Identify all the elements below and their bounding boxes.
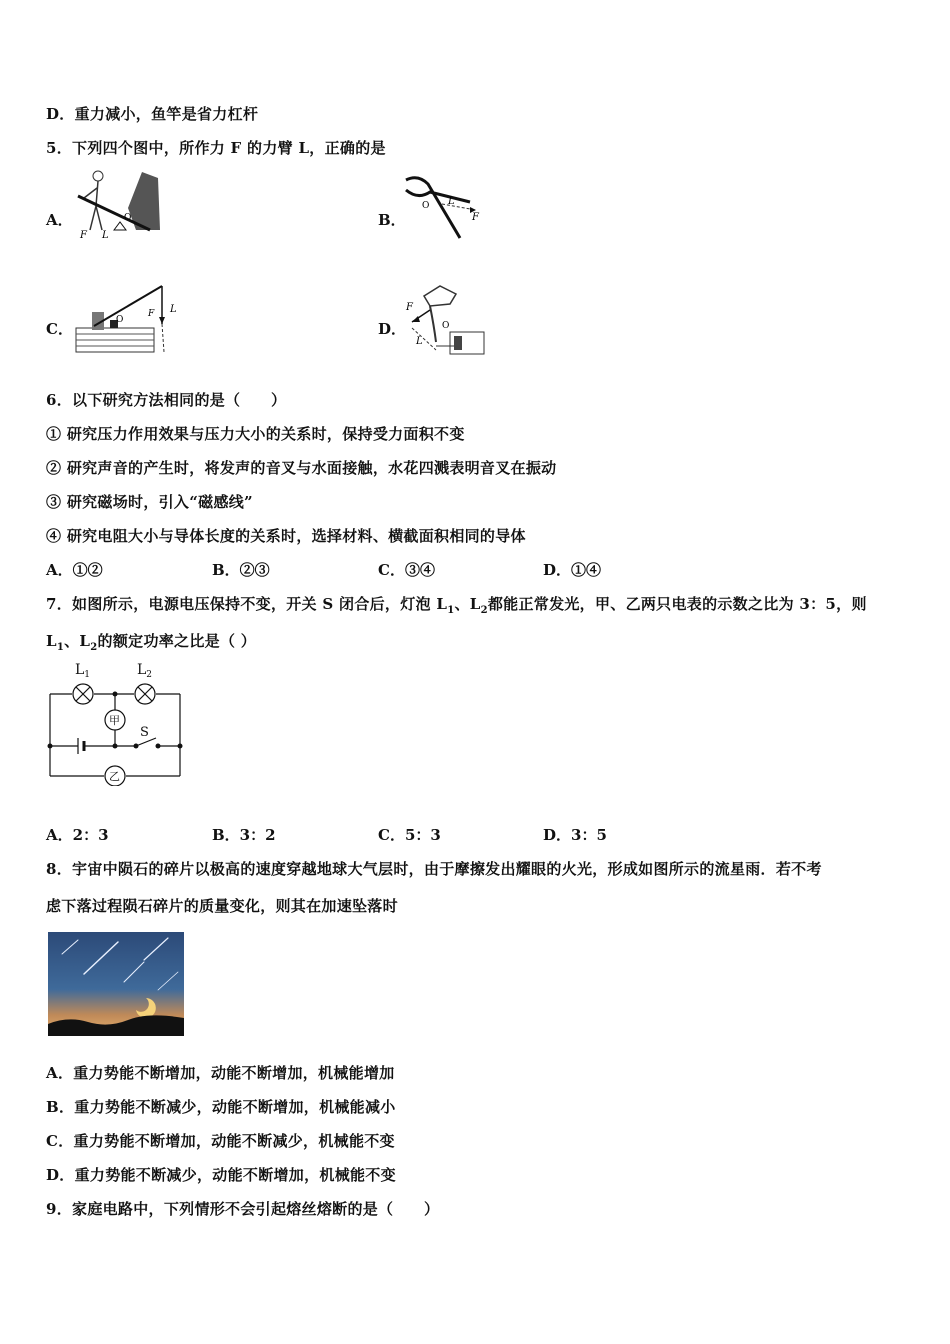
q7-option-d: D．3：5	[543, 826, 607, 844]
q7-meter-yi: 乙	[109, 770, 120, 783]
q5-figure-a	[70, 168, 162, 240]
q5b-l-letter: L	[448, 196, 455, 207]
q6-item-4: ④ 研究电阻大小与导体长度的关系时，选择材料、横截面积相同的导体	[46, 527, 526, 545]
q5d-f-letter: F	[406, 302, 413, 313]
q5-label-b: B．	[378, 211, 406, 229]
q5c-o-letter: O	[116, 315, 124, 325]
q6-stem: 6．以下研究方法相同的是（ ）	[46, 391, 287, 409]
q7-meter-jia: 甲	[109, 714, 120, 727]
q8-stem-line2: 虑下落过程陨石碎片的质量变化，则其在加速坠落时	[46, 897, 398, 915]
q5d-o-letter: O	[442, 321, 450, 331]
q8-option-c: C．重力势能不断增加，动能不断减少，机械能不变	[46, 1132, 395, 1150]
q7-lamp-l1-label: $L_1$	[75, 662, 91, 680]
q9-stem: 9．家庭电路中，下列情形不会引起熔丝熔断的是（ ）	[46, 1200, 440, 1218]
q7-switch-label: S	[140, 725, 149, 740]
q7-option-c: C．5：3	[378, 826, 441, 844]
q5b-f-letter: F	[472, 212, 479, 223]
q7-stem-line1: 7．如图所示，电源电压保持不变，开关 S 闭合后，灯泡 $L_1$、$L_2$都能正常发光，甲、乙两只电表的示数之比为 3：5，则	[46, 595, 867, 616]
q5a-f-letter: F	[80, 230, 87, 240]
q6-option-b: B．②③	[212, 561, 270, 579]
q5-label-c: C．	[46, 320, 73, 338]
q5c-l-letter: L	[170, 304, 177, 315]
q6-option-c: C．③④	[378, 561, 435, 579]
q5-label-d: D．	[378, 320, 407, 338]
q5-figure-b	[400, 170, 484, 242]
q5a-l-letter: L	[102, 230, 109, 240]
q6-option-a: A．①②	[46, 561, 103, 579]
q7-circuit-diagram	[40, 656, 190, 786]
q8-option-d: D．重力势能不断减少，动能不断增加，机械能不变	[46, 1166, 396, 1184]
q7-stem-line2: $L_1$、$L_2$的额定功率之比是（ ）	[46, 632, 257, 653]
q5-stem: 5．下列四个图中，所作力 F 的力臂 L，正确的是	[46, 139, 386, 157]
q8-meteor-shower-image	[48, 932, 184, 1036]
q6-item-3: ③ 研究磁场时，引入“磁感线”	[46, 493, 253, 511]
q7-option-a: A．2：3	[46, 826, 109, 844]
q5-figure-c	[70, 272, 180, 358]
q5-figure-d	[400, 276, 488, 358]
q6-item-2: ② 研究声音的产生时，将发声的音叉与水面接触，水花四溅表明音叉在振动	[46, 459, 557, 477]
q6-item-1: ① 研究压力作用效果与压力大小的关系时，保持受力面积不变	[46, 425, 465, 443]
q5c-f-letter: F	[148, 309, 155, 319]
q4-option-d: D．重力减小，鱼竿是省力杠杆	[46, 105, 259, 123]
q5d-l-letter: L	[416, 336, 423, 347]
q5-label-a: A．	[46, 211, 73, 229]
q7-lamp-l2-label: $L_2$	[137, 662, 153, 680]
q5a-o-letter: O	[124, 213, 132, 223]
q6-option-d: D．①④	[543, 561, 602, 579]
q7-option-b: B．3：2	[212, 826, 276, 844]
q8-option-b: B．重力势能不断减少，动能不断增加，机械能减小	[46, 1098, 396, 1116]
q5b-o-letter: O	[422, 201, 430, 211]
q8-option-a: A．重力势能不断增加，动能不断增加，机械能增加	[46, 1064, 395, 1082]
q8-stem-line1: 8．宇宙中陨石的碎片以极高的速度穿越地球大气层时，由于摩擦发出耀眼的火光，形成如图所示的流星雨．若不考	[46, 860, 822, 878]
